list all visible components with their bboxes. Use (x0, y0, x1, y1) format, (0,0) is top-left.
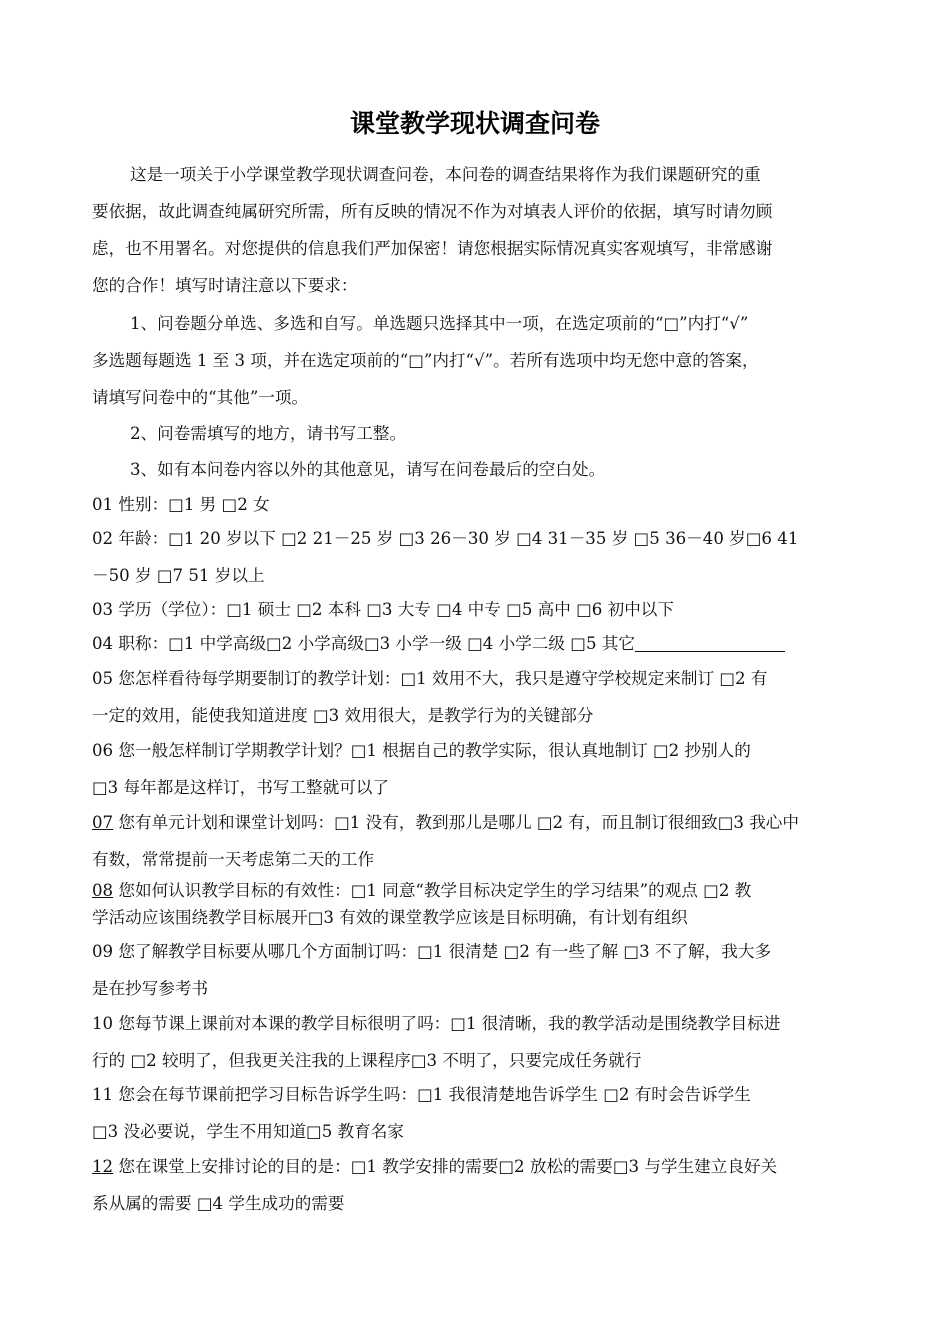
question-06: 06 您一般怎样制订学期教学计划？□1 根据自己的教学实际，很认真地制订 □2 抄别人的 (92, 741, 751, 760)
instruction-line: 请填写问卷中的“其他”一项。 (92, 388, 309, 407)
question-11-cont: □3 没必要说，学生不用知道□5 教育名家 (92, 1122, 404, 1141)
question-10-cont: 行的 □2 较明了，但我更关注我的上课程序□3 不明了，只要完成任务就行 (92, 1051, 642, 1070)
question-10: 10 您每节课上课前对本课的教学目标很明了吗：□1 很清晰，我的教学活动是围绕教学目标进 (92, 1014, 781, 1033)
question-number: 08 (92, 881, 114, 900)
question-02-cont: －50 岁 □7 51 岁以上 (92, 566, 265, 585)
question-08-cont: 学活动应该围绕教学目标展开□3 有效的课堂教学应该是目标明确，有计划有组织 (92, 908, 688, 927)
intro-line: 要依据，故此调查纯属研究所需，所有反映的情况不作为对填表人评价的依据，填写时请勿顾 (92, 202, 773, 221)
question-09: 09 您了解教学目标要从哪几个方面制订吗：□1 很清楚 □2 有一些了解 □3 不了解，我大多 (92, 942, 772, 961)
question-05-cont: 一定的效用，能使我知道进度 □3 效用很大，是教学行为的关键部分 (92, 706, 594, 725)
question-07: 07 您有单元计划和课堂计划吗：□1 没有，教到那儿是哪儿 □2 有，而且制订很细致□3 我心中 (92, 813, 799, 832)
question-number: 12 (92, 1157, 114, 1176)
instruction-line: 1、问卷题分单选、多选和自写。单选题只选择其中一项，在选定项前的“□”内打“√” (130, 314, 749, 333)
question-08: 08 您如何认识教学目标的有效性：□1 同意“教学目标决定学生的学习结果”的观点 □2 教 (92, 881, 752, 900)
question-09-cont: 是在抄写参考书 (92, 979, 209, 998)
question-07-cont: 有数，常常提前一天考虑第二天的工作 (92, 850, 375, 869)
question-number: 07 (92, 813, 114, 832)
page-title: 课堂教学现状调查问卷 (349, 109, 600, 138)
question-12-cont: 系从属的需要 □4 学生成功的需要 (92, 1194, 345, 1213)
intro-line: 这是一项关于小学课堂教学现状调查问卷，本问卷的调查结果将作为我们课题研究的重 (130, 165, 761, 184)
intro-line: 虑，也不用署名。对您提供的信息我们严加保密！请您根据实际情况真实客观填写，非常感谢 (92, 239, 773, 258)
question-06-cont: □3 每年都是这样订，书写工整就可以了 (92, 778, 390, 797)
question-12: 12 您在课堂上安排讨论的目的是：□1 教学安排的需要□2 放松的需要□3 与学生建立良好关 (92, 1157, 778, 1176)
fill-in-blank[interactable] (635, 633, 785, 652)
question-05: 05 您怎样看待每学期要制订的教学计划：□1 效用不大，我只是遵守学校规定来制订 □2 有 (92, 669, 768, 688)
question-02: 02 年龄：□1 20 岁以下 □2 21－25 岁 □3 26－30 岁 □4 31－35 岁 □5 36－40 岁□6 41 (92, 529, 799, 548)
instruction-line: 2、问卷需填写的地方，请书写工整。 (130, 424, 407, 443)
question-11: 11 您会在每节课前把学习目标告诉学生吗：□1 我很清楚地告诉学生 □2 有时会告诉学生 (92, 1085, 751, 1104)
question-04: 04 职称：□1 中学高级□2 小学高级□3 小学一级 □4 小学二级 □5 其它 (92, 633, 785, 655)
question-03: 03 学历（学位）：□1 硕士 □2 本科 □3 大专 □4 中专 □5 高中 □6 初中以下 (92, 600, 674, 619)
intro-line: 您的合作！填写时请注意以下要求： (92, 276, 358, 295)
question-01: 01 性别：□1 男 □2 女 (92, 495, 270, 514)
instruction-line: 多选题每题选 1 至 3 项，并在选定项前的“□”内打“√”。若所有选项中均无您中意的答案， (92, 351, 759, 370)
instruction-line: 3、如有本问卷内容以外的其他意见，请写在问卷最后的空白处。 (130, 460, 606, 479)
